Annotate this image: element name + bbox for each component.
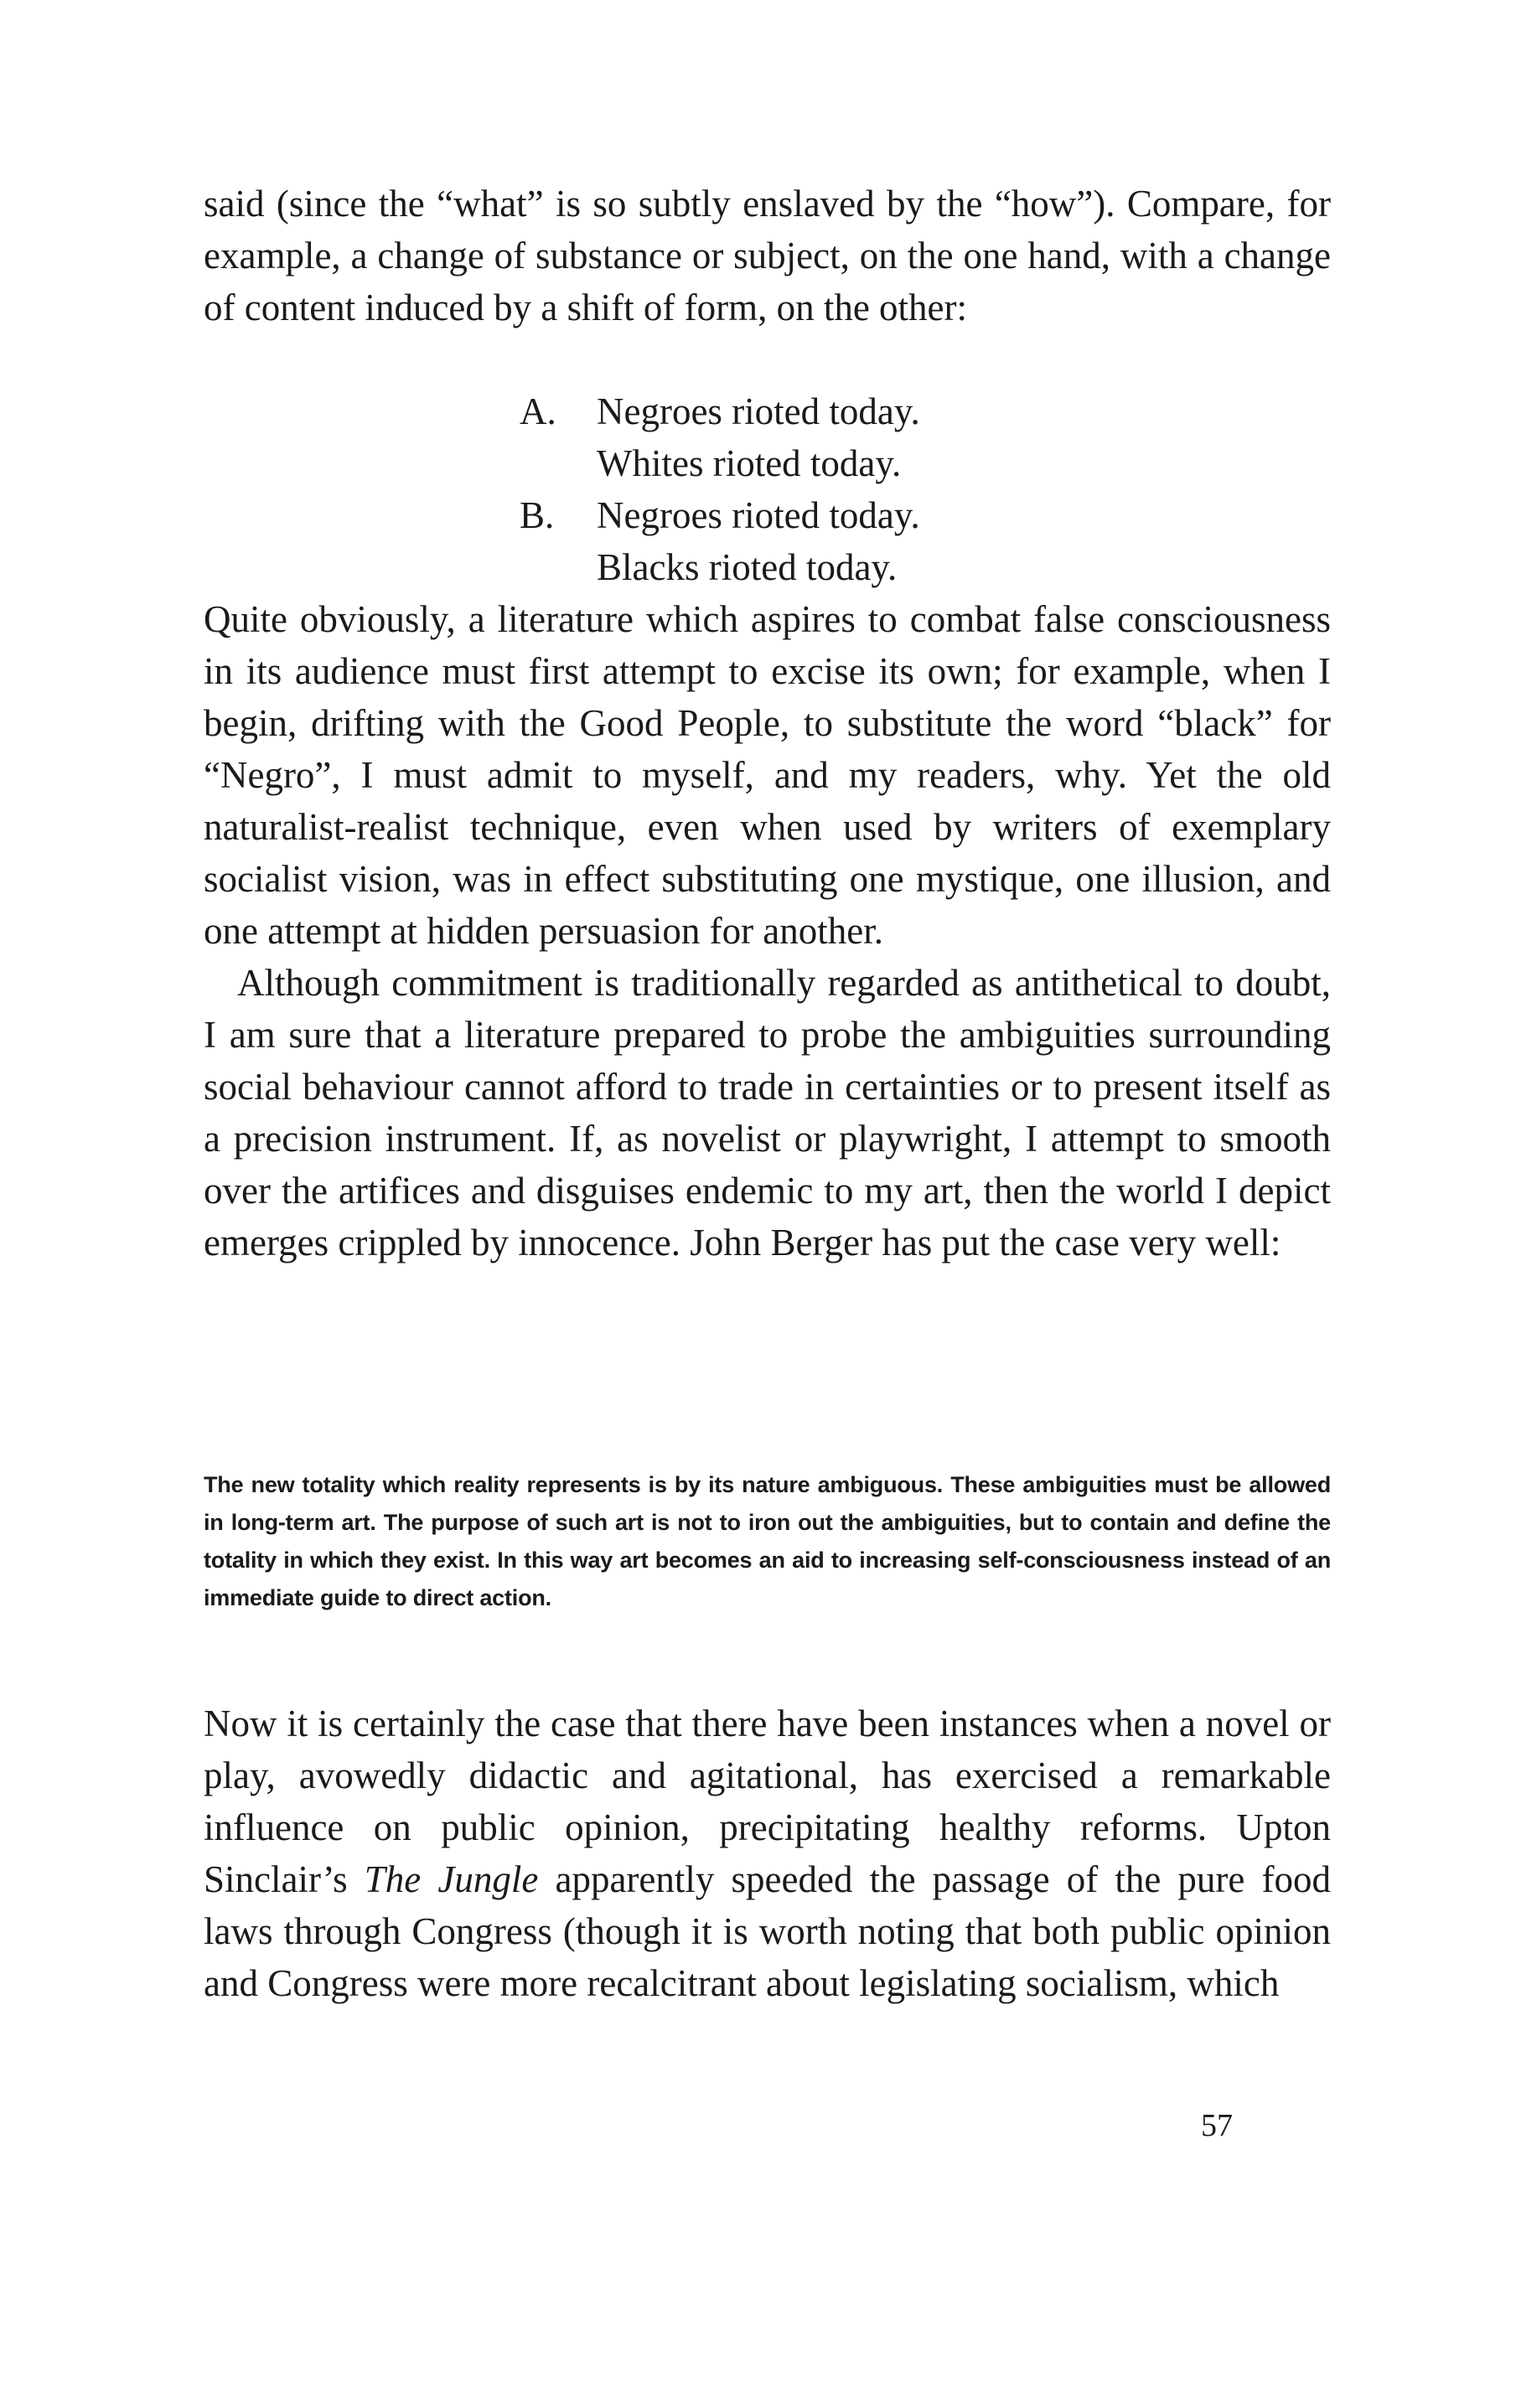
opening-paragraph: said (since the “what” is so subtly enslaved by the “how”). Compare, for example, a change of substance or subject, on the one hand, with a change of content induced by a shift of form, on the other:	[204, 183, 1331, 328]
block-quote-berger: The new totality which reality represents is by its nature ambiguous. These ambiguities must be allowed in long-term art. The purpose of such art is not to iron out the ambiguities, but to contain and define the totality in which they exist. In this way art becomes an aid to increasing self-consciousness instead of an immediate guide to direct action.	[204, 1472, 1331, 1610]
example-b-sentence-1: Negroes rioted today.	[597, 494, 920, 536]
opening-paragraph-block	[204, 178, 1331, 333]
paragraph-commitment: Although commitment is traditionally regarded as antithetical to doubt, I am sure that a literature prepared to probe the ambiguities surrounding social behaviour cannot afford to trade in certainties or to present itself as a precision instrument. If, as novelist or playwright, I attempt to smooth over the artifices and disguises endemic to my art, then the world I depict emerges crippled by innocence. John Berger has put the case very well:	[204, 962, 1331, 1263]
example-a-line-2	[520, 437, 920, 489]
example-a-label: A.	[520, 390, 556, 432]
page-number: 57	[1201, 2108, 1233, 2143]
example-a-line-1	[520, 385, 920, 437]
paragraph-text-start: Now it is certainly the case that there have been instances when a novel or play, avowedly didactic and agitational, has exercised a remarkable influence on public opinion, precipitating healthy reforms. Upton Sinclair’s	[204, 1703, 1331, 1900]
paragraph-didactic-novels	[204, 1697, 1331, 2009]
book-title-the-jungle: The Jungle	[364, 1858, 539, 1900]
example-a-sentence-2: Whites rioted today.	[597, 442, 902, 484]
paragraph-false-consciousness: Quite obviously, a literature which aspires to combat false consciousness in its audience must first attempt to excise its own; for example, when I begin, drifting with the Good People, to substitute the word “black” for “Negro”, I must admit to myself, and my readers, why. Yet the old naturalist-realist technique, even when used by writers of exemplary socialist vision, was in effect substituting one mystique, one illusion, and one attempt at hidden persuasion for another.	[204, 598, 1331, 952]
example-b-sentence-2: Blacks rioted today.	[597, 546, 898, 588]
paragraph-text-end: apparently speeded the passage of the pure food laws through Congress (though it is worth noting that both public opinion and Congress were more recalcitrant about legislating socialism, which	[204, 1858, 1331, 2004]
example-b-line-1	[520, 489, 920, 541]
example-b-label: B.	[520, 494, 555, 536]
closing-paragraph-block	[204, 1697, 1331, 2009]
middle-paragraphs	[204, 593, 1331, 1269]
example-a-sentence-1: Negroes rioted today.	[597, 390, 920, 432]
example-b-line-2	[520, 541, 920, 593]
example-sentences	[520, 385, 920, 593]
